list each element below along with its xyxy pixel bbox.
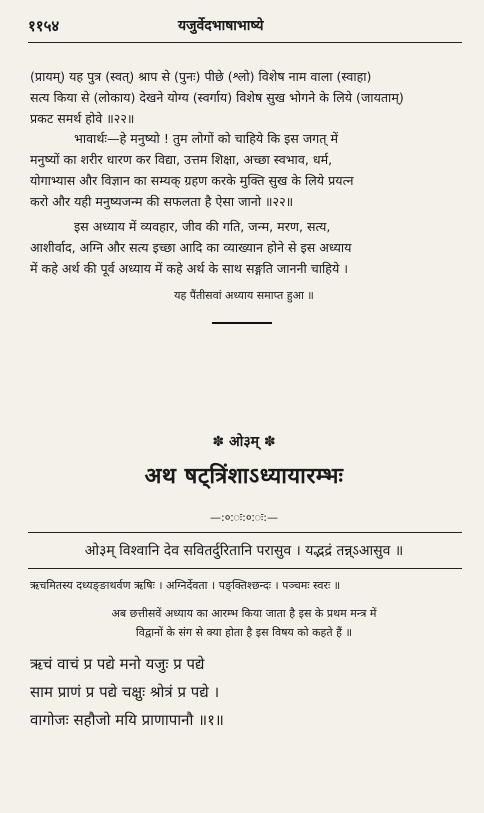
text-line: इस अध्याय में व्यवहार, जीव की गति, जन्म, मरण, सत्य,	[74, 219, 331, 234]
text-line: करो और यही मनुष्यजन्म की सफलता है ऐसा जानो ॥२२॥	[30, 194, 294, 209]
mantra-line: ऋचं वाचं प्र पद्ये मनो यजुः प्र पद्ये	[30, 655, 205, 673]
om-heading	[30, 432, 458, 453]
text-line: सत्य किया से (लोकाय) देखने योग्य (स्वर्गाय) विशेष सुख भोगने के लिये (जायताम्)	[30, 90, 404, 105]
header-rule	[28, 42, 462, 43]
text-line: में कहे अर्थ की पूर्व अध्याय में कहे अर्थ के साथ सङ्गति जाननी चाहिये ।	[30, 261, 349, 276]
mantra-line: साम प्राणं प्र पद्ये चक्षुः श्रोत्रं प्र पद्ये ।	[30, 683, 220, 701]
text-line: अब छत्तीसवें अध्याय का आरम्भ किया जाता है इस के प्रथम मन्त्र में	[111, 607, 377, 620]
page-header	[28, 16, 464, 42]
invocation-top-rule	[28, 532, 462, 533]
invocation-block	[30, 538, 458, 564]
text-line: (प्रायम्) यह पुत्र (स्वत्) श्राप से (पुनः) पीछे (श्लो) विशेष नाम वाला (स्वाहा)	[30, 69, 372, 84]
chapter-title-block	[30, 460, 458, 494]
ornament-divider: —:०:ः:०:ः:—	[210, 511, 278, 524]
running-head: यजुर्वेदभाषाभाष्ये	[178, 18, 264, 34]
rishi-devata-line: ऋचमितस्य दध्यङ्ङाथर्वण ऋषिः । अग्निर्देवता । पङ्क्तिश्छन्दः । पञ्चमः स्वरः ॥	[30, 579, 341, 592]
colophon	[30, 286, 458, 305]
invocation-mantra: ओ३म् विश्वानि देव सवितर्दुरितानि परासुव । यद्भद्रं तन्न्ऽआसुव ॥	[84, 543, 404, 559]
text-line: भावार्थः—हे मनुष्यो ! तुम लोगों को चाहिये कि इस जगत् में	[74, 131, 338, 146]
text-line: प्रकट समर्थ होवे ॥२२॥	[30, 111, 135, 126]
word-meaning-paragraph	[30, 66, 458, 129]
invocation-bottom-rule	[28, 568, 462, 569]
text-line: मनुष्यों का शरीर धारण कर विद्या, उत्तम शिक्षा, अच्छा स्वभाव, धर्म,	[30, 152, 333, 167]
text-line: आशीर्वाद, अग्नि और सत्य इच्छा आदि का व्याख्यान होने से इस अध्याय	[30, 240, 352, 255]
chapter-end-note: यह पैंतीसवां अध्याय समाप्त हुआ ॥	[174, 289, 314, 302]
section-divider	[212, 322, 272, 324]
chapter-title: अथ षट्त्रिंशाऽध्यायारम्भः	[144, 464, 344, 489]
bhavartha-paragraph	[30, 128, 458, 212]
mantra-line: वागोजः सहौजो मयि प्राणापानौ ॥१॥	[30, 711, 224, 729]
rishi-block	[30, 576, 458, 595]
mantra-block	[30, 650, 458, 734]
text-line: विद्वानों के संग से क्या होता है इस विषय को कहते हैं ॥	[135, 626, 353, 639]
intro-paragraph	[30, 604, 458, 642]
chapter-summary-paragraph	[30, 216, 458, 279]
text-line: योगाभ्यास और विज्ञान का सम्यक् ग्रहण करके मुक्ति सुख के लिये प्रयत्न	[30, 173, 354, 188]
om-line: ✽ ओ३म् ✽	[212, 434, 276, 450]
page-number: ११५४	[28, 17, 60, 35]
ornament-block	[30, 508, 458, 527]
